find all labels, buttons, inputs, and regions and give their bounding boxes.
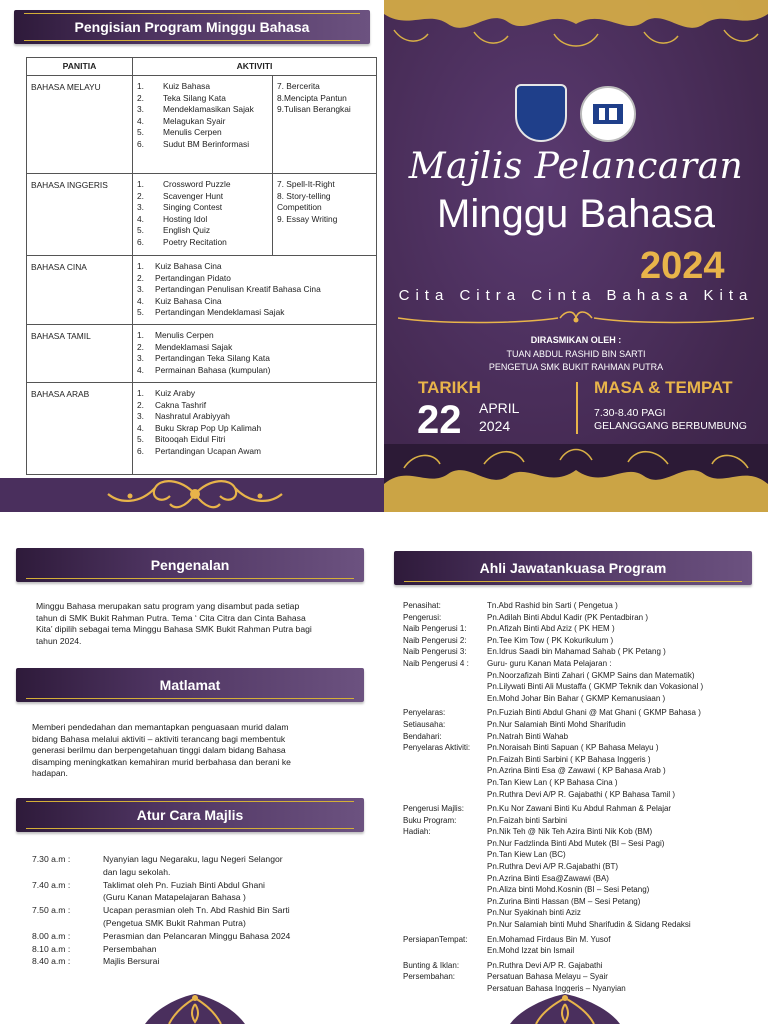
program-banner [14,10,370,44]
activity-list: 1. Kuiz Bahasa Cina 2. Pertandingan Pidato 3. Pertandingan Penulisan Kreatif Bahasa Cina 4. Kuiz Bahasa Cina 5. Pertandingan Mendeklamasi Sajak [133,256,377,325]
list-item: (Pengetua SMK Bukit Rahman Putra) [103,917,246,928]
list-item: Naib Pengerusi 3: En.Idrus Saadi bin Mahamad Sahab ( PK Petang ) [403,647,666,657]
date-year: 2024 [479,418,511,434]
officiated-name: TUAN ABDUL RASHID BIN SARTI [506,349,646,359]
activity-list: 1. Crossword Puzzle 2. Scavenger Hunt 3. Singing Contest 4. Hosting Idol 5. English Quiz 6. Poetry Recitation [133,174,273,256]
list-item: Penyelaras: Pn.Fuziah Binti Abdul Ghani @ Mat Ghani ( GKMP Bahasa ) [403,708,701,718]
activity-list: 1. Menulis Cerpen 2. Mendeklamasi Sajak 3. Pertandingan Teka Silang Kata 4. Permainan Bahasa (kumpulan) [133,324,377,382]
gold-divider-icon [398,308,754,328]
list-item: 7.30 a.m : Nyanyian lagu Negaraku, lagu Negeri Selangor [32,854,283,864]
gold-lace-bottom-icon [384,444,768,512]
sekolah-logo-mark-icon [591,100,625,128]
list-item: dan lagu sekolah. [103,866,171,877]
table-row [27,76,377,174]
list-item: 8.00 a.m : Perasmian dan Pelancaran Minggu Bahasa 2024 [32,930,291,941]
list-item: Pn.Lilywati Binti Ali Mustaffa ( GKMP Teknik dan Vokasional ) [487,682,704,692]
committee-banner [394,551,752,585]
intro-paragraph: Minggu Bahasa merupakan satu program yang disambut pada setiap tahun di SMK Bukit Rahman Putra. Tema ‘ Cita Citra dan Cinta Bahasa Kita’ dipilih sebagai tema Minggu Bahasa SMK Bukit Rahman Putra bagi tahun 2024. [36,601,312,646]
panitia-cell: BAHASA TAMIL [27,324,133,382]
list-item: Pn.Zurina Binti Hassan (BM – Sesi Petang) [487,896,641,906]
table-row [27,324,377,382]
list-item: Pengerusi Majlis: Pn.Ku Nor Zawani Binti Ku Abdul Rahman & Pelajar [403,804,672,814]
list-item: En.Mohd Izzat bin Ismail [487,946,575,956]
panitia-cell: BAHASA ARAB [27,382,133,474]
list-item: Penasihat: Tn.Abd Rashid bin Sarti ( Pengetua ) [403,601,618,610]
list-item: 7.50 a.m : Ucapan perasmian oleh Tn. Abd Rashid Bin Sarti [32,905,290,916]
list-item: Pn.Nur Salamiah binti Muhd Sharifudin & Sidang Redaksi [487,920,691,930]
intro-banner [16,548,364,582]
list-item: Bunting & Iklan: Pn.Ruthra Devi A/P R. Gajabathi [403,960,603,970]
panitia-cell: BAHASA MELAYU [27,76,133,174]
table-row [27,174,377,256]
list-item: Pn.Nur Fadzlinda Binti Abd Mutek (BI – Sesi Pagi) [487,838,665,848]
venue-label: MASA & TEMPAT [594,378,733,397]
gold-lace-top-icon [384,0,768,60]
intro-title: Pengenalan [150,557,230,573]
sekolah-logo [580,86,636,142]
year-title: 2024 [640,245,725,287]
gold-ornament-bottom-right-icon [510,990,620,1024]
list-item: Bendahari: Pn.Natrah Binti Wahab [403,731,569,741]
school-crest-logo [515,84,567,142]
goal-banner [16,668,364,702]
panitia-cell: BAHASA CINA [27,256,133,325]
officiated-label: DIRASMIKAN OLEH : [530,335,622,345]
list-item: Pn.Aliza binti Mohd.Kosnin (BI – Sesi Petang) [487,885,650,895]
date-day: 22 [417,398,462,442]
list-item: Buku Program: Pn.Faizah binti Sarbini [403,815,568,825]
list-item: Naib Pengerusi 4 : Guru- guru Kanan Mata Pelajaran : [403,658,612,668]
list-item: Pn.Tan Kiew Lan ( KP Bahasa Cina ) [487,777,618,787]
committee-list [403,600,753,995]
list-item: Persembahan: Persatuan Bahasa Melayu – Syair [403,972,608,982]
list-item: Pn.Azrina Binti Esa@Zawawi (BA) [487,873,609,883]
script-title: Majlis Pelancaran [408,146,744,187]
header-aktiviti: AKTIVITI [133,58,377,76]
officiated-role: PENGETUA SMK BUKIT RAHMAN PUTRA [488,362,664,372]
list-item: Penyelaras Aktiviti: Pn.Noraisah Binti Sapuan ( KP Bahasa Melayu ) [403,743,659,753]
list-item: 7.40 a.m : Taklimat oleh Pn. Fuziah Binti Abdul Ghani [32,879,265,890]
list-item: Pn.Nur Syakinah binti Aziz [487,908,581,918]
schedule-title: Atur Cara Majlis [136,807,244,823]
list-item: Persatuan Bahasa Inggeris – Nyanyian [487,984,626,993]
goal-paragraph: Memberi pendedahan dan memantapkan penguasaan murid dalam bidang Bahasa melalui aktiviti – aktiviti terancang bagi membentuk generasi berilmu dan berpengetahuan tinggi dalam bidang Bahasa disamping meningkatkan kemahiran murid berbahasa dan berani ke hadapan. [32,722,291,779]
date-divider [576,382,578,434]
list-item: (Guru Kanan Matapelajaran Bahasa ) [103,892,246,903]
event-venue: GELANGGANG BERBUMBUNG [594,420,747,432]
motto: Cita Citra Cinta Bahasa Kita [398,287,754,304]
list-item: En.Mohd Johar Bin Bahar ( GKMP Kemanusiaan ) [487,693,666,703]
committee-title: Ahli Jawatankuasa Program [479,560,667,576]
list-item: 8.40 a.m : Majlis Bersurai [32,956,160,967]
program-title: Pengisian Program Minggu Bahasa [74,19,310,35]
schedule-banner [16,798,364,832]
list-item: Hadiah: Pn.Nik Teh @ Nik Teh Azira Binti Nik Kob (BM) [403,827,653,837]
gold-ornament-bottom-left-icon [145,990,245,1024]
activity-list-extra: 7. Bercerita 8.Mencipta Pantun 9.Tulisan Berangkai [273,76,377,174]
table-row [27,382,377,474]
main-title: Minggu Bahasa [437,192,715,236]
date-label: TARIKH [418,378,481,397]
gold-flourish-icon [100,474,290,514]
goal-title: Matlamat [159,677,221,693]
list-item: PersiapanTempat: En.Mohamad Firdaus Bin M. Yusof [403,934,611,944]
schedule-list [32,853,362,968]
list-item: Pn.Azrina Binti Esa @ Zawawi ( KP Bahasa Arab ) [487,766,666,776]
table-row [27,256,377,325]
list-item: Setiausaha: Pn.Nur Salamiah Binti Mohd Sharifudin [403,719,626,729]
list-item: Naib Pengerusi 1: Pn.Afizah Binti Abd Aziz ( PK HEM ) [403,624,615,634]
list-item: Pn.Noorzafizah Binti Zahari ( GKMP Sains dan Matematik) [487,670,695,680]
panitia-cell: BAHASA INGGERIS [27,174,133,256]
activity-list: 1. Kuiz Bahasa 2. Teka Silang Kata 3. Mendeklamasikan Sajak 4. Melagukan Syair 5. Menulis Cerpen 6. Sudut BM Berinformasi [133,76,273,174]
date-month: APRIL [479,400,520,416]
list-item: 8.10 a.m : Persembahan [32,943,157,954]
list-item: Pn.Faizah Binti Sarbini ( KP Bahasa Inggeris ) [487,754,651,764]
header-panitia: PANITIA [27,58,133,76]
program-table [26,57,377,475]
activity-list-extra: 7. Spell-It-Right 8. Story-telling Competition 9. Essay Writing [273,174,377,256]
event-time: 7.30-8.40 PAGI [594,407,666,419]
activity-list: 1. Kuiz Araby 2. Cakna Tashrif 3. Nashratul Arabiyyah 4. Buku Skrap Pop Up Kalimah 5. Bitooqah Eidul Fitri 6. Pertandingan Ucapan Awam [133,382,377,474]
list-item: Pengerusi: Pn.Adilah Binti Abdul Kadir (PK Pentadbiran ) [403,612,648,622]
list-item: Pn.Ruthra Devi A/P R. Gajabathi ( KP Bahasa Tamil ) [487,789,676,799]
list-item: Pn.Ruthra Devi A/P R.Gajabathi (BT) [487,862,619,872]
list-item: Pn.Tan Kiew Lan (BC) [487,850,566,860]
list-item: Naib Pengerusi 2: Pn.Tee Kim Tow ( PK Kokurikulum ) [403,635,614,645]
